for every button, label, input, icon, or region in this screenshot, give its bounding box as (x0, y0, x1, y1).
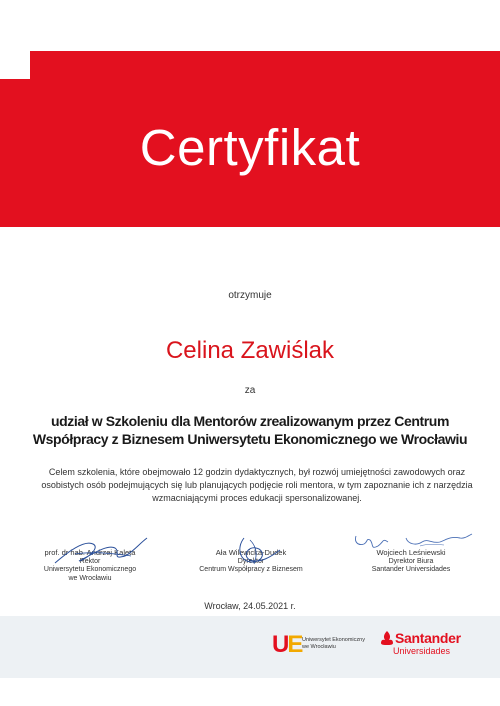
signature-block-director-cwb (176, 530, 326, 575)
course-line-1: udział w Szkoleniu dla Mentorów zrealizowanym przez Centrum (50, 413, 450, 429)
description-line-3: wzmacniającymi proces edukacji spersonalizowanej. (152, 493, 362, 503)
ue-text-line-2: we Wrocławiu (302, 644, 336, 650)
signatory-name: Ała Wilewicka-Dudek (215, 548, 287, 557)
training-description (22, 466, 492, 505)
signatory-role: we Wrocławiu (68, 574, 112, 582)
ue-mark-e: E (287, 631, 302, 658)
handwritten-signature-icon (336, 530, 486, 570)
signatory-role: Santander Universidades (371, 566, 451, 573)
signatory-role: Uniwersytetu Ekonomicznego (43, 566, 137, 573)
santander-sub: Universidades (393, 646, 451, 656)
santander-flame-icon (380, 630, 394, 646)
ue-mark-u: U (272, 631, 288, 658)
certificate-title: Certyfikat (139, 119, 361, 176)
recipient-name: Celina Zawiślak (165, 337, 335, 364)
signatory-role: Rektor (79, 557, 101, 565)
signature-block-rector (15, 530, 165, 583)
place-and-date: Wrocław, 24.05.2021 r. (204, 601, 296, 611)
santander-logo (378, 628, 468, 662)
ue-logo (272, 631, 372, 661)
ue-logo-text (302, 637, 365, 651)
description-line-1: Celem szkolenia, które obejmowało 12 godzin dydaktycznych, był rozwój umiejętności zawodowych oraz (48, 467, 466, 477)
signatory-role: Centrum Współpracy z Biznesem (199, 566, 303, 573)
handwritten-signature-icon (176, 530, 326, 570)
handwritten-signature-icon (15, 530, 165, 570)
signatory-name: prof. dr hab. Andrzej Kaleta (44, 548, 136, 557)
signatory-role: Dyrektor Biura (388, 557, 434, 565)
ue-text-line-1: Uniwersytet Ekonomiczny (302, 637, 365, 643)
for-label: za (244, 385, 256, 396)
santander-brand: Santander (395, 630, 461, 646)
description-line-2: osobistych osób podejmujących się lub planujących podjęcie roli mentora, w tym zapoznanie ich z narzędzia (41, 480, 473, 490)
signature-block-santander (336, 530, 486, 575)
receives-label: otrzymuje (228, 290, 272, 301)
signatory-role: Dyrektor (237, 557, 265, 565)
course-line-2: Współpracy z Biznesem Uniwersytetu Ekonomicznego we Wrocławiu (32, 431, 468, 447)
signatory-name: Wojciech Leśniewski (376, 548, 446, 557)
ue-monogram-icon (272, 631, 301, 659)
course-description (20, 412, 480, 448)
